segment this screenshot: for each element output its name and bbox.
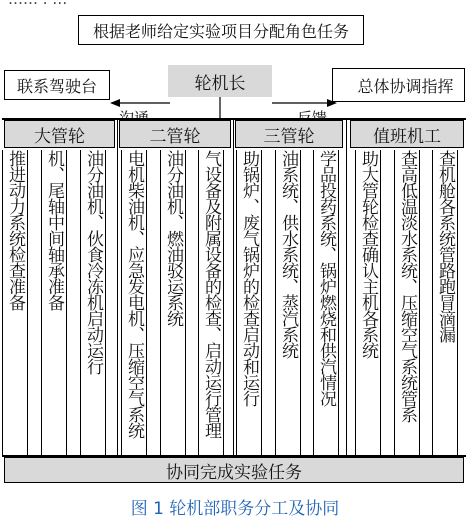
- group-divider: [346, 118, 347, 456]
- header-duty-motorman: 值班机工: [350, 120, 464, 148]
- communicate-label: [119, 104, 149, 118]
- task-column: [432, 150, 458, 455]
- figure-caption: 图 1 轮机部职务分工及协同: [130, 499, 340, 519]
- task-text: 查高低温淡水系统、压缩空气系统管系: [397, 150, 417, 422]
- task-column: [121, 150, 147, 455]
- task-text: 油分油机、伙食冷冻机启动运行: [83, 150, 103, 374]
- task-column: [2, 150, 28, 455]
- bridge-text: 联系驾驶台: [16, 76, 97, 96]
- task-column: [313, 150, 339, 455]
- feedback-arrow-icon: [327, 99, 337, 107]
- task-text: 油分油机、燃油驳运系统: [163, 150, 183, 326]
- task-text: 机、尾轴中间轴承准备: [44, 150, 64, 310]
- task-column: [80, 150, 106, 455]
- group-divider: [117, 118, 118, 456]
- header-second-engineer: 二管轮: [119, 120, 231, 148]
- task-column: [160, 150, 186, 455]
- chief-engineer-text: 轮机长: [194, 73, 246, 94]
- task-text: 电机柴油机、应急发电机、压缩空气系统: [124, 150, 144, 438]
- group-divider: [233, 118, 234, 456]
- footer-text: 协同完成实验任务: [166, 462, 302, 483]
- task-text: 助锅炉、废气锅炉的检查启动和运行: [239, 150, 259, 406]
- task-text: 学品投药系统、锅炉燃烧和供汽情况: [316, 150, 336, 406]
- task-column: [198, 150, 224, 455]
- task-text: 查机舱各系统管路跑冒滴漏: [435, 150, 455, 342]
- footer-box: [4, 457, 464, 483]
- title-text: 根据老师给定实验项目分配角色任务: [92, 21, 349, 41]
- task-column: [41, 150, 67, 455]
- task-column: [236, 150, 262, 455]
- header-first-engineer: 大管轮: [4, 120, 115, 148]
- task-text: 油系统、供水系统、蒸汽系统: [278, 150, 298, 358]
- task-column: [355, 150, 381, 455]
- overall-coordination-text: 总体协调指挥: [357, 76, 454, 96]
- header-third-engineer: 三管轮: [235, 120, 343, 148]
- task-column: [394, 150, 420, 455]
- task-text: 气设备及附属设备的检查、启动运行管理: [201, 150, 221, 438]
- task-text: 助大管轮检查确认主机各系统: [358, 150, 378, 358]
- feedback-label: [297, 104, 327, 118]
- task-column: [275, 150, 301, 455]
- task-text: 推进动力系统检查准备: [5, 150, 25, 310]
